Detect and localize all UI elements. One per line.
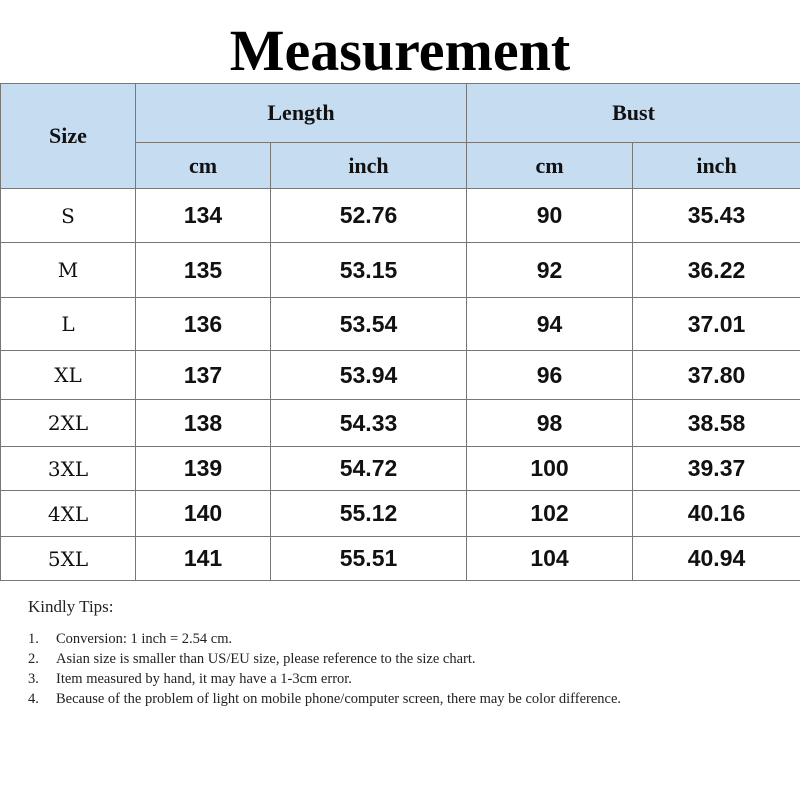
page-title: Measurement — [229, 18, 571, 83]
length-cm-cell: 136 — [136, 298, 271, 351]
table-row — [1, 491, 800, 537]
length-inch-cell: 55.12 — [271, 491, 467, 537]
bust-inch-cell: 39.37 — [633, 447, 800, 491]
bust-inch-header: inch — [633, 143, 800, 189]
length-inch-header: inch — [271, 143, 467, 189]
bust-inch-cell: 37.01 — [633, 298, 800, 351]
bust-cm-cell: 102 — [467, 491, 633, 537]
tips-title: Kindly Tips: — [28, 597, 114, 616]
bust-cm-cell: 104 — [467, 537, 633, 581]
length-inch-cell: 52.76 — [271, 189, 467, 243]
table-row — [1, 189, 800, 243]
header-row-main — [1, 84, 800, 143]
table-row — [1, 447, 800, 491]
size-cell: 2XL — [1, 400, 136, 447]
kindly-tips — [28, 597, 768, 709]
length-cm-cell: 141 — [136, 537, 271, 581]
tip-text: Asian size is smaller than US/EU size, please reference to the size chart. — [56, 651, 476, 667]
length-inch-cell: 54.33 — [271, 400, 467, 447]
length-cm-cell: 134 — [136, 189, 271, 243]
size-header: Size — [1, 84, 136, 189]
size-cell: L — [1, 298, 136, 351]
list-item — [28, 669, 768, 689]
size-chart-table — [0, 83, 800, 581]
bust-inch-cell: 36.22 — [633, 243, 800, 298]
bust-inch-cell: 38.58 — [633, 400, 800, 447]
length-inch-cell: 55.51 — [271, 537, 467, 581]
table-row — [1, 537, 800, 581]
length-header: Length — [136, 84, 467, 143]
size-cell: XL — [1, 351, 136, 400]
tip-number: 1. — [28, 631, 39, 647]
tip-number: 3. — [28, 671, 39, 687]
length-inch-cell: 53.54 — [271, 298, 467, 351]
bust-inch-cell: 40.94 — [633, 537, 800, 581]
bust-header: Bust — [467, 84, 800, 143]
bust-cm-cell: 96 — [467, 351, 633, 400]
tip-text: Item measured by hand, it may have a 1-3cm error. — [56, 671, 352, 687]
tip-text: Because of the problem of light on mobile phone/computer screen, there may be color difference. — [56, 691, 622, 707]
bust-cm-cell: 90 — [467, 189, 633, 243]
bust-cm-header: cm — [467, 143, 633, 189]
length-cm-cell: 140 — [136, 491, 271, 537]
table-row — [1, 243, 800, 298]
tip-text: Conversion: 1 inch = 2.54 cm. — [56, 631, 233, 647]
table-row — [1, 351, 800, 400]
length-inch-cell: 53.15 — [271, 243, 467, 298]
bust-cm-cell: 100 — [467, 447, 633, 491]
bust-inch-cell: 35.43 — [633, 189, 800, 243]
bust-cm-cell: 94 — [467, 298, 633, 351]
size-cell: 3XL — [1, 447, 136, 491]
bust-inch-cell: 40.16 — [633, 491, 800, 537]
tip-number: 2. — [28, 651, 39, 667]
tip-number: 4. — [28, 691, 39, 707]
size-cell: S — [1, 189, 136, 243]
list-item — [28, 689, 768, 709]
table-row — [1, 298, 800, 351]
bust-cm-cell: 92 — [467, 243, 633, 298]
size-cell: M — [1, 243, 136, 298]
bust-cm-cell: 98 — [467, 400, 633, 447]
list-item — [28, 649, 768, 669]
size-cell: 5XL — [1, 537, 136, 581]
size-cell: 4XL — [1, 491, 136, 537]
tips-list — [28, 629, 768, 709]
list-item — [28, 629, 768, 649]
length-inch-cell: 54.72 — [271, 447, 467, 491]
length-cm-header: cm — [136, 143, 271, 189]
length-cm-cell: 138 — [136, 400, 271, 447]
table-row — [1, 400, 800, 447]
length-inch-cell: 53.94 — [271, 351, 467, 400]
length-cm-cell: 139 — [136, 447, 271, 491]
length-cm-cell: 137 — [136, 351, 271, 400]
bust-inch-cell: 37.80 — [633, 351, 800, 400]
length-cm-cell: 135 — [136, 243, 271, 298]
